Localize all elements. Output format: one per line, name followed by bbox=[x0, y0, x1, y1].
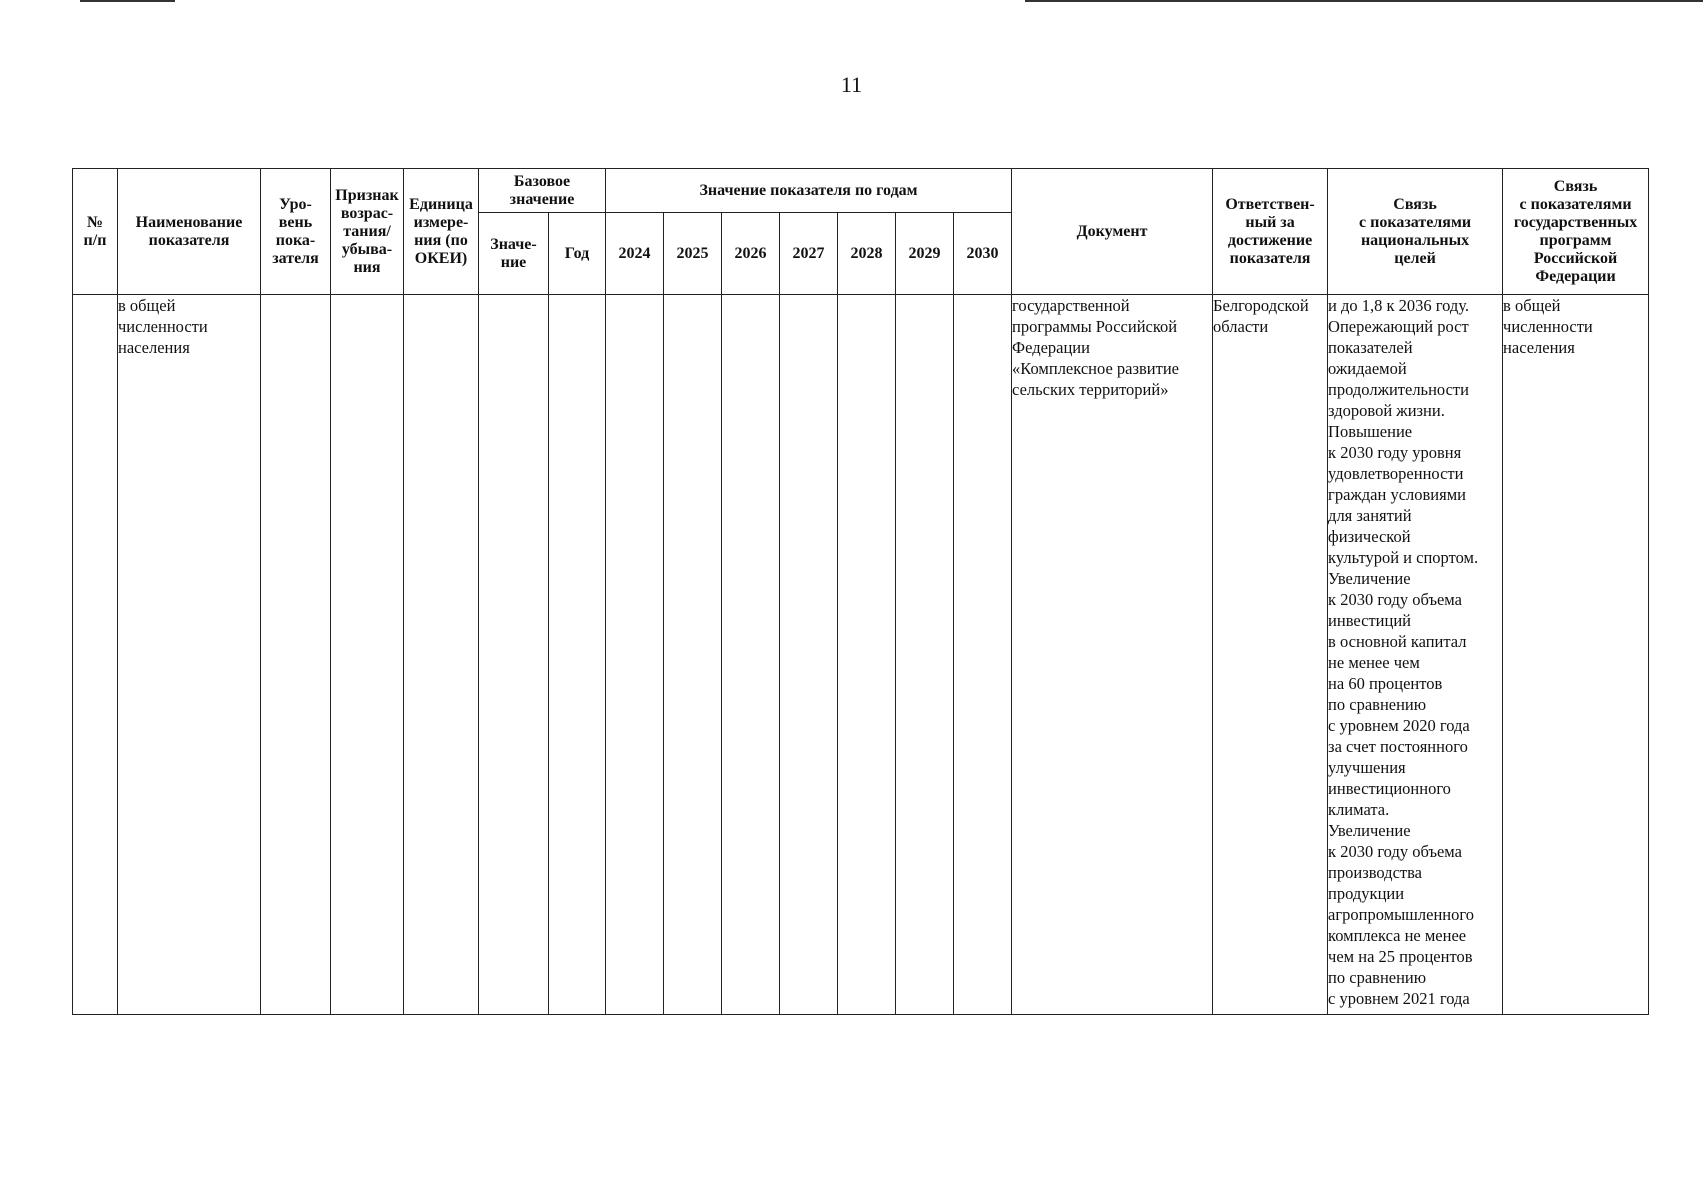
cell-name: в общей численности населения bbox=[118, 295, 261, 1015]
header-national-goals: Связь с показателями национальных целей bbox=[1328, 169, 1503, 295]
header-name: Наименование показателя bbox=[118, 169, 261, 295]
cell-base-value bbox=[479, 295, 549, 1015]
header-unit: Единица измере- ния (по ОКЕИ) bbox=[404, 169, 479, 295]
header-year-2025: 2025 bbox=[664, 213, 722, 295]
header-num: № п/п bbox=[73, 169, 118, 295]
header-document: Документ bbox=[1012, 169, 1213, 295]
cell-2024 bbox=[606, 295, 664, 1015]
cell-responsible: Белгородской области bbox=[1213, 295, 1328, 1015]
scan-edge-line-left bbox=[80, 0, 175, 2]
cell-state-programs: в общей численности населения bbox=[1503, 295, 1649, 1015]
header-base: Базовое значение bbox=[479, 169, 606, 213]
page-number: 11 bbox=[840, 72, 863, 97]
header-row-1 bbox=[73, 169, 1649, 213]
cell-level bbox=[261, 295, 331, 1015]
header-base-value: Значе- ние bbox=[479, 213, 549, 295]
header-year-2030: 2030 bbox=[954, 213, 1012, 295]
cell-unit bbox=[404, 295, 479, 1015]
header-sign: Признак возрас- тания/ убыва- ния bbox=[331, 169, 404, 295]
cell-2028 bbox=[838, 295, 896, 1015]
cell-national-goals: и до 1,8 к 2036 году. Опережающий рост показателей ожидаемой продолжительности здоровой жизни. Повышение к 2030 году уровня удовлетворенности граждан условиями для занятий физической культурой и спортом. Увеличение к 2030 году объема инвестиций в основной капитал не менее чем на 60 процентов по сравнению с уровнем 2020 года за счет постоянного улучшения инвестиционного климата. Увеличение к 2030 году объема производства продукции агропромышленного комплекса не менее чем на 25 процентов по сравнению с уровнем 2021 года bbox=[1328, 295, 1503, 1015]
header-responsible: Ответствен- ный за достижение показателя bbox=[1213, 169, 1328, 295]
cell-num bbox=[73, 295, 118, 1015]
header-level: Уро- вень пока- зателя bbox=[261, 169, 331, 295]
cell-2025 bbox=[664, 295, 722, 1015]
header-year-2029: 2029 bbox=[896, 213, 954, 295]
header-year-2027: 2027 bbox=[780, 213, 838, 295]
header-years-group: Значение показателя по годам bbox=[606, 169, 1012, 213]
header-state-programs: Связь с показателями государственных программ Российской Федерации bbox=[1503, 169, 1649, 295]
header-year-2026: 2026 bbox=[722, 213, 780, 295]
header-year-2024: 2024 bbox=[606, 213, 664, 295]
table-row bbox=[73, 295, 1649, 1015]
cell-base-year bbox=[549, 295, 606, 1015]
cell-2027 bbox=[780, 295, 838, 1015]
indicators-table bbox=[72, 168, 1649, 1015]
cell-sign bbox=[331, 295, 404, 1015]
cell-2026 bbox=[722, 295, 780, 1015]
scan-edge-line-right bbox=[1025, 0, 1703, 2]
cell-2029 bbox=[896, 295, 954, 1015]
cell-document: государственной программы Российской Федерации «Комплексное развитие сельских территорий» bbox=[1012, 295, 1213, 1015]
header-base-year: Год bbox=[549, 213, 606, 295]
cell-2030 bbox=[954, 295, 1012, 1015]
header-year-2028: 2028 bbox=[838, 213, 896, 295]
